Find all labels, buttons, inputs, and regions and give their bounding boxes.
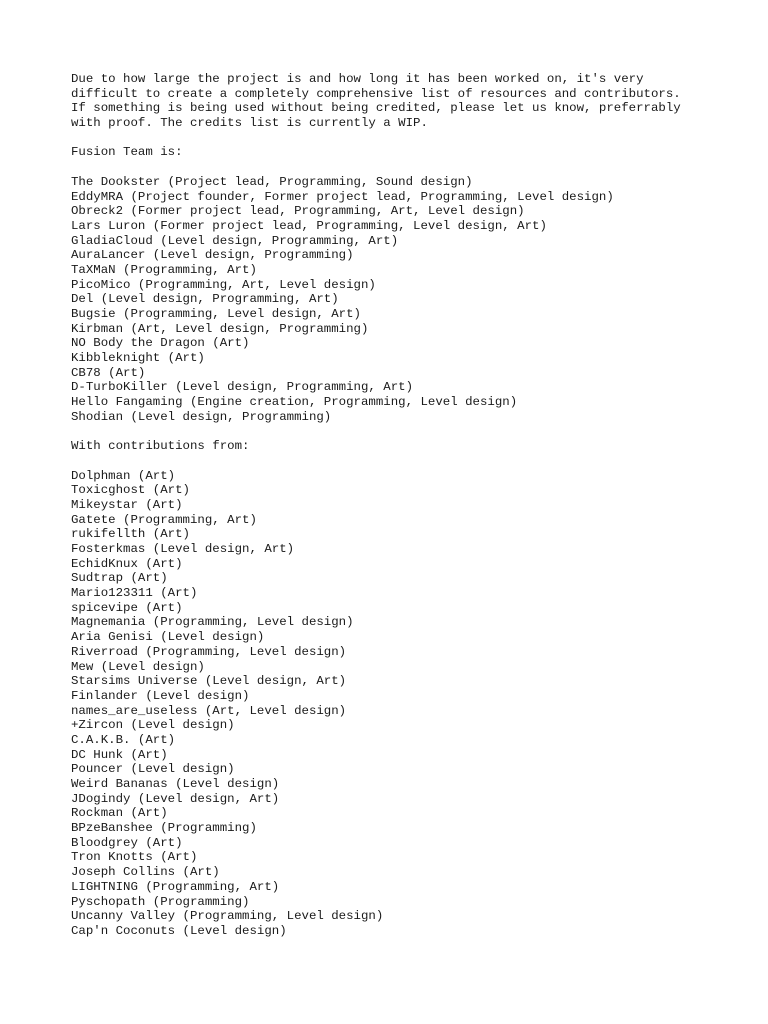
team-member-entry: Kirbman (Art, Level design, Programming)	[71, 321, 369, 336]
contributions-list	[71, 469, 751, 939]
contributor-entry: BPzeBanshee (Programming)	[71, 821, 257, 836]
team-member-entry: Kibbleknight (Art)	[71, 351, 205, 366]
intro-line: If something is being used without being credited, please let us know, preferrably	[71, 101, 681, 116]
contributor-entry: Fosterkmas (Level design, Art)	[71, 542, 295, 556]
contributor-entry: Mikeystar (Art)	[71, 497, 183, 512]
team-member-entry: Bugsie (Programming, Level design, Art)	[71, 307, 361, 321]
contributor-entry: Mew (Level design)	[71, 659, 205, 674]
team-member-entry: Del (Level design, Programming, Art)	[71, 292, 339, 307]
contributor-entry: Toxicghost (Art)	[71, 483, 190, 498]
intro-line: Due to how large the project is and how long it has been worked on, it's very	[71, 72, 644, 86]
blank-line	[71, 425, 751, 440]
contributor-entry: Aria Genisi (Level design)	[71, 630, 265, 645]
intro-line: with proof. The credits list is currently a WIP.	[71, 116, 428, 131]
team-member-entry: Shodian (Level design, Programming)	[71, 409, 332, 424]
team-member-entry: PicoMico (Programming, Art, Level design)	[71, 277, 376, 292]
intro-line: difficult to create a completely comprehensive list of resources and contributors.	[71, 86, 681, 101]
team-member-entry: Hello Fangaming (Engine creation, Programming, Level design)	[71, 395, 518, 410]
contributor-entry: EchidKnux (Art)	[71, 556, 183, 571]
blank-line	[71, 160, 751, 175]
contributor-entry: Sudtrap (Art)	[71, 571, 168, 586]
contributor-entry: Riverroad (Programming, Level design)	[71, 644, 347, 659]
contributor-entry: Joseph Collins (Art)	[71, 865, 220, 880]
team-heading: Fusion Team is:	[71, 145, 183, 160]
contributor-entry: Gatete (Programming, Art)	[71, 512, 257, 527]
team-member-entry: Obreck2 (Former project lead, Programming, Art, Level design)	[71, 204, 525, 219]
contributor-entry: Bloodgrey (Art)	[71, 835, 183, 850]
contributor-entry: C.A.K.B. (Art)	[71, 732, 176, 747]
contributor-entry: Uncanny Valley (Programming, Level design)	[71, 909, 384, 924]
intro-paragraph	[71, 72, 751, 131]
contributor-entry: Cap'n Coconuts (Level design)	[71, 923, 287, 938]
contributor-entry: Tron Knotts (Art)	[71, 850, 198, 865]
credits-document	[71, 72, 751, 939]
team-list	[71, 175, 751, 425]
blank-line	[71, 131, 751, 146]
team-member-entry: NO Body the Dragon (Art)	[71, 336, 250, 351]
team-member-entry: The Dookster (Project lead, Programming, Sound design)	[71, 174, 473, 189]
team-member-entry: AuraLancer (Level design, Programming)	[71, 248, 354, 263]
team-member-entry: GladiaCloud (Level design, Programming, Art)	[71, 233, 399, 248]
contributions-heading: With contributions from:	[71, 439, 250, 454]
contributor-entry: Finlander (Level design)	[71, 688, 250, 703]
contributor-entry: Rockman (Art)	[71, 806, 168, 821]
contributor-entry: LIGHTNING (Programming, Art)	[71, 879, 280, 894]
contributor-entry: Starsims Universe (Level design, Art)	[71, 674, 347, 689]
contributor-entry: rukifellth (Art)	[71, 527, 190, 542]
team-member-entry: EddyMRA (Project founder, Former project lead, Programming, Level design)	[71, 189, 614, 204]
team-member-entry: TaXMaN (Programming, Art)	[71, 262, 257, 277]
contributor-entry: spicevipe (Art)	[71, 600, 183, 615]
contributor-entry: names_are_useless (Art, Level design)	[71, 703, 347, 718]
contributor-entry: Pyschopath (Programming)	[71, 894, 250, 909]
contributor-entry: Pouncer (Level design)	[71, 762, 235, 777]
contributor-entry: +Zircon (Level design)	[71, 718, 235, 733]
contributor-entry: Weird Bananas (Level design)	[71, 777, 280, 791]
blank-line	[71, 454, 751, 469]
contributor-entry: DC Hunk (Art)	[71, 747, 168, 762]
contributor-entry: Magnemania (Programming, Level design)	[71, 615, 354, 630]
team-member-entry: CB78 (Art)	[71, 365, 146, 380]
contributor-entry: JDogindy (Level design, Art)	[71, 791, 280, 806]
team-member-entry: Lars Luron (Former project lead, Programming, Level design, Art)	[71, 218, 547, 233]
contributor-entry: Mario123311 (Art)	[71, 586, 198, 601]
team-member-entry: D-TurboKiller (Level design, Programming, Art)	[71, 380, 414, 395]
contributor-entry: Dolphman (Art)	[71, 468, 176, 483]
